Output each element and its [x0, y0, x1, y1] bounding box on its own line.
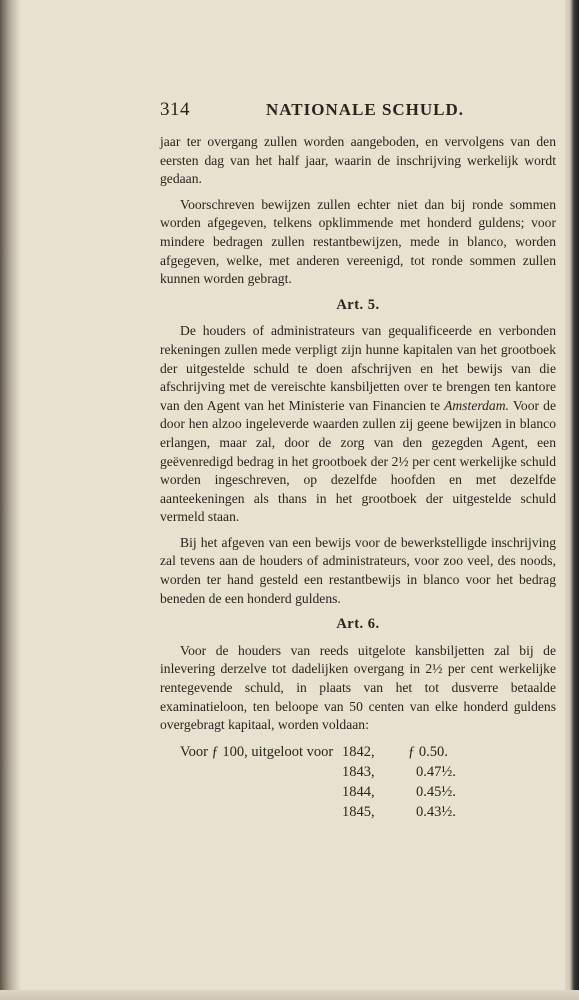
table-value: 0.43½.	[416, 803, 456, 820]
page-number: 314	[160, 99, 190, 120]
table-year: 1845,	[342, 803, 375, 820]
table-year: 1844,	[342, 783, 375, 800]
page-header	[160, 99, 465, 123]
redemption-table	[160, 742, 556, 822]
paragraph-continuation: jaar ter overgang zullen worden aangeboden, en vervolgens van den eersten dag van het half jaar, waarin de inschrijving werkelijk wordt gedaan.	[160, 134, 556, 187]
page-edge-right	[565, 0, 579, 1000]
page-body	[160, 133, 556, 822]
table-value: 0.45½.	[416, 783, 456, 800]
article-5-heading: Art. 5.	[336, 296, 380, 313]
article-6-paragraph-1: Voor de houders van reeds uitgelote kansbiljetten zal bij de inlevering derzelve tot dadelijken overgang in 2½ per cent werkelijke rentegevende schuld, in plaats van het tot dusverre betaalde examinatieloon, ten beloope van 50 centen van elke honderd guldens overgebragt kapitaal, worden voldaan:	[160, 642, 556, 733]
table-value: 0.47½.	[416, 763, 456, 780]
article-5-p1-before: De houders of administrateurs van gequalificeerde en verbonden rekeningen zullen mede verpligt zijn hunne kapitalen van het grootboek der uitgestelde schuld te doen afschrijven en het bewijs van die afschrijving met de vereischte kansbiljetten over te brengen ten kantore van den Agent van het Ministerie van Financien te	[160, 323, 556, 413]
table-year: 1843,	[342, 763, 375, 780]
book-binding-shadow	[0, 0, 20, 1000]
table-row	[160, 742, 556, 762]
table-lead-text: Voor ƒ 100, uitgeloot voor	[180, 743, 334, 760]
table-row	[160, 762, 556, 782]
article-5-p1-after: Voor de door hen alzoo ingeleverde waarden zullen zij geene bewijzen in blanco erlangen, maar zal, door de zorg van den gezegden Agent, een geëvenredigd bedrag in het grootboek der 2½ per cent werkelijke schuld worden ingeschreven, op dezelfde hoofden en met dezelfde aanteekeningen als thans in het grootboek der uitgestelde schuld vermeld staan.	[160, 397, 556, 525]
article-6-heading: Art. 6.	[336, 616, 380, 633]
book-page	[28, 0, 560, 1000]
table-year: 1842,	[342, 743, 375, 760]
running-head: NATIONALE SCHULD.	[266, 100, 465, 119]
table-value: ƒ 0.50.	[408, 743, 448, 760]
paragraph-bewijzen: Voorschreven bewijzen zullen echter niet dan bij ronde sommen worden afgegeven, telkens opklimmende met honderd guldens; voor mindere bedragen zullen restantbewijzen, mede in blanco, worden afgegeven, welke, met anderen vereenigd, tot ronde sommen zullen kunnen worden gebragt.	[160, 196, 556, 287]
article-5-paragraph-2: Bij het afgeven van een bewijs voor de bewerkstelligde inschrijving zal tevens aan de houders of administrateurs, voor zoo veel, des noods, worden ter hand gesteld een restantbewijs in blanco voor het bedrag beneden de een honderd guldens.	[160, 534, 556, 606]
place-name-amsterdam: Amsterdam.	[444, 397, 509, 413]
table-row	[160, 782, 556, 802]
article-5-paragraph-1	[160, 322, 556, 527]
table-row	[160, 802, 556, 822]
